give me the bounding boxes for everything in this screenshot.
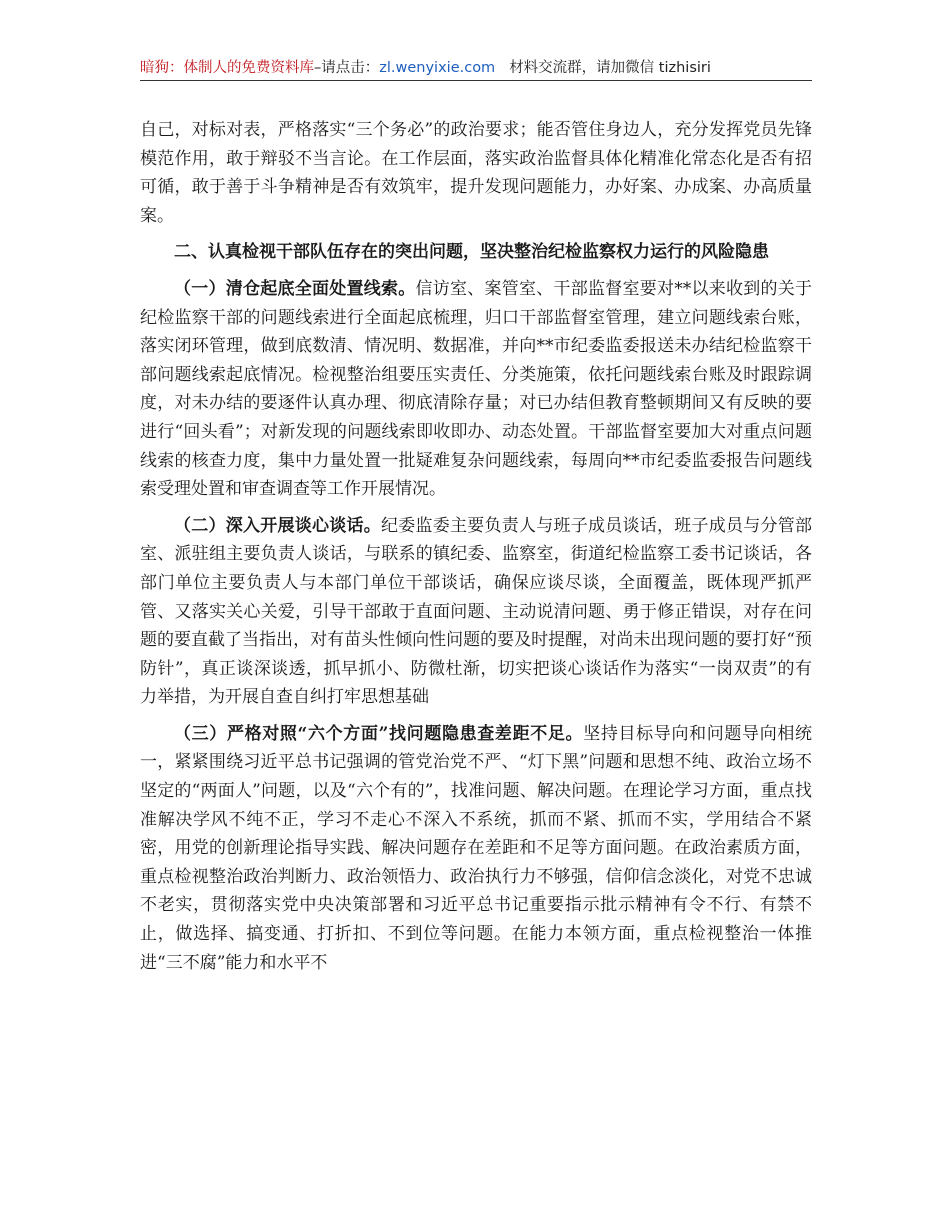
subsection-3-title: （三）严格对照“六个方面”找问题隐患查差距不足。 bbox=[174, 723, 584, 744]
subsection-3-text: 坚持目标导向和问题导向相统一，紧紧围绕习近平总书记强调的管党治党不严、“灯下黑”问题和思想不纯、政治立场不坚定的“两面人”问题，以及“六个有的”，找准问题、解决问题。在理论学习方面，重点找准解决学风不纯不正，学习不走心不深入不系统，抓而不紧、抓而不实，学用结合不紧密，用党的创新理论指导实践、解决问题存在差距和不足等方面问题。在政治素质方面，重点检视整治政治判断力、政治领悟力、政治执行力不够强，信仰信念淡化，对党不忠诚不老实，贯彻落实党中央决策部署和习近平总书记重要指示批示精神有令不行、有禁不止，做选择、搞变通、打折扣、不到位等问题。在能力本领方面，重点检视整治一体推进“三不腐”能力和水平不 bbox=[140, 723, 812, 973]
subsection-2-title: （二）深入开展谈心谈话。 bbox=[174, 515, 381, 536]
site-name: 暗狗：体制人的免费资料库 bbox=[140, 60, 314, 76]
subsection-2-text: 纪委监委主要负责人与班子成员谈话，班子成员与分管部室、派驻组主要负责人谈话，与联系的镇纪委、监察室，街道纪检监察工委书记谈话，各部门单位主要负责人与本部门单位干部谈话，确保应谈尽谈，全面覆盖，既体现严抓严管、又落实关心关爱，引导干部敢于直面问题、主动说清问题、勇于修正错误，对存在问题的要直截了当指出，对有苗头性倾向性问题的要及时提醒，对尚未出现问题的要打好“预防针”，真正谈深谈透，抓早抓小、防微杜渐，切实把谈心谈话作为落实“一岗双责”的有力举措，为开展自查自纠打牢思想基础 bbox=[140, 515, 812, 708]
subsection-1-text: 信访室、案管室、干部监督室要对**以来收到的关于纪检监察干部的问题线索进行全面起底梳理，归口干部监督室管理，建立问题线索台账，落实闭环管理，做到底数清、情况明、数据准，并向**市纪委监委报送未办结纪检监察干部问题线索起底情况。检视整治组要压实责任、分类施策，依托问题线索台账及时跟踪调度，对未办结的要逐件认真办理、彻底清除存量；对已办结但教育整顿期间又有反映的要进行“回头看”；对新发现的问题线索即收即办、动态处置。干部监督室要加大对重点问题线索的核查力度，集中力量处置一批疑难复杂问题线索，每周向**市纪委监委报告问题线索受理处置和审查调查等工作开展情况。 bbox=[140, 278, 812, 500]
subsection-1-title: （一）清仓起底全面处置线索。 bbox=[174, 278, 416, 299]
contact-info: 材料交流群，请加微信 tizhisiri bbox=[509, 60, 711, 76]
page-header bbox=[140, 58, 812, 78]
header-divider bbox=[140, 80, 812, 81]
subsection-3 bbox=[140, 720, 812, 977]
click-prompt: –请点击： bbox=[314, 60, 380, 76]
intro-paragraph: 自己，对标对表，严格落实“三个务必”的政治要求；能否管住身边人，充分发挥党员先锋模范作用，敢于辩驳不当言论。在工作层面，落实政治监督具体化精准化常态化是否有招可循，敢于善于斗争精神是否有效筑牢，提升发现问题能力，办好案、办成案、办高质量案。 bbox=[140, 120, 812, 226]
document-body bbox=[140, 116, 812, 977]
site-link[interactable]: zl.wenyixie.com bbox=[379, 60, 496, 76]
subsection-1 bbox=[140, 275, 812, 504]
section-heading: 二、认真检视干部队伍存在的突出问题，坚决整治纪检监察权力运行的风险隐患 bbox=[174, 242, 769, 263]
subsection-2 bbox=[140, 512, 812, 712]
